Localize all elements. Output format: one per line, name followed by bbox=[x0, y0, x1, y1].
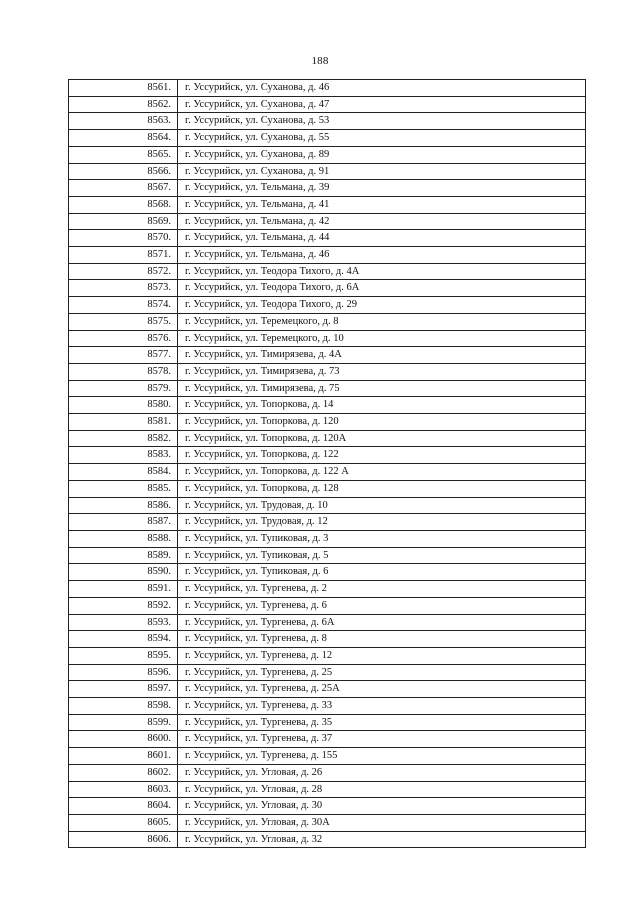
address-cell: г. Уссурийск, ул. Угловая, д. 28 bbox=[178, 781, 586, 798]
table-row bbox=[69, 464, 586, 481]
address-cell: г. Уссурийск, ул. Топоркова, д. 14 bbox=[178, 397, 586, 414]
table-row bbox=[69, 714, 586, 731]
table-row bbox=[69, 814, 586, 831]
address-cell: г. Уссурийск, ул. Тельмана, д. 42 bbox=[178, 213, 586, 230]
row-number-cell: 8581. bbox=[69, 414, 178, 431]
address-cell: г. Уссурийск, ул. Теодора Тихого, д. 4А bbox=[178, 263, 586, 280]
table-row bbox=[69, 681, 586, 698]
row-number-cell: 8584. bbox=[69, 464, 178, 481]
address-cell: г. Уссурийск, ул. Теремецкого, д. 8 bbox=[178, 313, 586, 330]
address-cell: г. Уссурийск, ул. Тургенева, д. 12 bbox=[178, 647, 586, 664]
table-row bbox=[69, 130, 586, 147]
row-number-cell: 8562. bbox=[69, 96, 178, 113]
address-cell: г. Уссурийск, ул. Угловая, д. 30А bbox=[178, 814, 586, 831]
row-number-cell: 8594. bbox=[69, 631, 178, 648]
address-cell: г. Уссурийск, ул. Теодора Тихого, д. 29 bbox=[178, 297, 586, 314]
address-cell: г. Уссурийск, ул. Суханова, д. 91 bbox=[178, 163, 586, 180]
row-number-cell: 8563. bbox=[69, 113, 178, 130]
row-number-cell: 8588. bbox=[69, 530, 178, 547]
address-cell: г. Уссурийск, ул. Тимирязева, д. 75 bbox=[178, 380, 586, 397]
row-number-cell: 8576. bbox=[69, 330, 178, 347]
address-cell: г. Уссурийск, ул. Тургенева, д. 33 bbox=[178, 698, 586, 715]
table-row bbox=[69, 631, 586, 648]
row-number-cell: 8578. bbox=[69, 363, 178, 380]
address-cell: г. Уссурийск, ул. Тургенева, д. 2 bbox=[178, 581, 586, 598]
address-cell: г. Уссурийск, ул. Трудовая, д. 12 bbox=[178, 514, 586, 531]
address-cell: г. Уссурийск, ул. Тургенева, д. 8 bbox=[178, 631, 586, 648]
address-cell: г. Уссурийск, ул. Топоркова, д. 120 bbox=[178, 414, 586, 431]
table-row bbox=[69, 80, 586, 97]
row-number-cell: 8574. bbox=[69, 297, 178, 314]
row-number-cell: 8579. bbox=[69, 380, 178, 397]
table-row bbox=[69, 764, 586, 781]
row-number-cell: 8561. bbox=[69, 80, 178, 97]
address-cell: г. Уссурийск, ул. Тургенева, д. 25 bbox=[178, 664, 586, 681]
address-cell: г. Уссурийск, ул. Теодора Тихого, д. 6А bbox=[178, 280, 586, 297]
table-row bbox=[69, 480, 586, 497]
table-row bbox=[69, 196, 586, 213]
table-row bbox=[69, 798, 586, 815]
row-number-cell: 8604. bbox=[69, 798, 178, 815]
address-cell: г. Уссурийск, ул. Суханова, д. 89 bbox=[178, 146, 586, 163]
table-row bbox=[69, 614, 586, 631]
row-number-cell: 8587. bbox=[69, 514, 178, 531]
address-cell: г. Уссурийск, ул. Тельмана, д. 41 bbox=[178, 196, 586, 213]
address-cell: г. Уссурийск, ул. Тупиковая, д. 3 bbox=[178, 530, 586, 547]
row-number-cell: 8585. bbox=[69, 480, 178, 497]
row-number-cell: 8568. bbox=[69, 196, 178, 213]
row-number-cell: 8603. bbox=[69, 781, 178, 798]
row-number-cell: 8595. bbox=[69, 647, 178, 664]
table-row bbox=[69, 230, 586, 247]
table-row bbox=[69, 113, 586, 130]
table-row bbox=[69, 213, 586, 230]
address-table-body bbox=[69, 80, 586, 848]
row-number-cell: 8572. bbox=[69, 263, 178, 280]
row-number-cell: 8564. bbox=[69, 130, 178, 147]
row-number-cell: 8589. bbox=[69, 547, 178, 564]
table-row bbox=[69, 731, 586, 748]
address-cell: г. Уссурийск, ул. Тельмана, д. 46 bbox=[178, 247, 586, 264]
row-number-cell: 8575. bbox=[69, 313, 178, 330]
address-cell: г. Уссурийск, ул. Топоркова, д. 122 bbox=[178, 447, 586, 464]
row-number-cell: 8583. bbox=[69, 447, 178, 464]
row-number-cell: 8586. bbox=[69, 497, 178, 514]
row-number-cell: 8592. bbox=[69, 597, 178, 614]
table-row bbox=[69, 297, 586, 314]
row-number-cell: 8590. bbox=[69, 564, 178, 581]
row-number-cell: 8566. bbox=[69, 163, 178, 180]
table-row bbox=[69, 414, 586, 431]
address-cell: г. Уссурийск, ул. Трудовая, д. 10 bbox=[178, 497, 586, 514]
row-number-cell: 8567. bbox=[69, 180, 178, 197]
table-row bbox=[69, 781, 586, 798]
address-cell: г. Уссурийск, ул. Тургенева, д. 37 bbox=[178, 731, 586, 748]
row-number-cell: 8582. bbox=[69, 430, 178, 447]
row-number-cell: 8593. bbox=[69, 614, 178, 631]
row-number-cell: 8596. bbox=[69, 664, 178, 681]
address-cell: г. Уссурийск, ул. Тургенева, д. 25А bbox=[178, 681, 586, 698]
table-row bbox=[69, 363, 586, 380]
table-row bbox=[69, 698, 586, 715]
row-number-cell: 8577. bbox=[69, 347, 178, 364]
row-number-cell: 8602. bbox=[69, 764, 178, 781]
row-number-cell: 8569. bbox=[69, 213, 178, 230]
table-row bbox=[69, 430, 586, 447]
row-number-cell: 8565. bbox=[69, 146, 178, 163]
table-row bbox=[69, 447, 586, 464]
address-cell: г. Уссурийск, ул. Тельмана, д. 39 bbox=[178, 180, 586, 197]
row-number-cell: 8601. bbox=[69, 748, 178, 765]
table-row bbox=[69, 397, 586, 414]
table-row bbox=[69, 530, 586, 547]
table-row bbox=[69, 664, 586, 681]
address-cell: г. Уссурийск, ул. Тимирязева, д. 4А bbox=[178, 347, 586, 364]
table-row bbox=[69, 581, 586, 598]
address-cell: г. Уссурийск, ул. Тимирязева, д. 73 bbox=[178, 363, 586, 380]
address-cell: г. Уссурийск, ул. Тупиковая, д. 6 bbox=[178, 564, 586, 581]
table-row bbox=[69, 748, 586, 765]
table-row bbox=[69, 146, 586, 163]
row-number-cell: 8600. bbox=[69, 731, 178, 748]
table-row bbox=[69, 280, 586, 297]
table-row bbox=[69, 313, 586, 330]
address-cell: г. Уссурийск, ул. Тургенева, д. 6 bbox=[178, 597, 586, 614]
address-cell: г. Уссурийск, ул. Теремецкого, д. 10 bbox=[178, 330, 586, 347]
table-row bbox=[69, 380, 586, 397]
table-row bbox=[69, 96, 586, 113]
address-cell: г. Уссурийск, ул. Топоркова, д. 128 bbox=[178, 480, 586, 497]
row-number-cell: 8571. bbox=[69, 247, 178, 264]
table-row bbox=[69, 597, 586, 614]
address-cell: г. Уссурийск, ул. Суханова, д. 55 bbox=[178, 130, 586, 147]
table-row bbox=[69, 347, 586, 364]
row-number-cell: 8573. bbox=[69, 280, 178, 297]
table-row bbox=[69, 647, 586, 664]
address-cell: г. Уссурийск, ул. Тургенева, д. 6А bbox=[178, 614, 586, 631]
address-cell: г. Уссурийск, ул. Тургенева, д. 35 bbox=[178, 714, 586, 731]
row-number-cell: 8599. bbox=[69, 714, 178, 731]
page-number: 188 bbox=[311, 55, 329, 67]
address-cell: г. Уссурийск, ул. Суханова, д. 46 bbox=[178, 80, 586, 97]
address-cell: г. Уссурийск, ул. Угловая, д. 30 bbox=[178, 798, 586, 815]
table-row bbox=[69, 547, 586, 564]
row-number-cell: 8591. bbox=[69, 581, 178, 598]
row-number-cell: 8605. bbox=[69, 814, 178, 831]
table-row bbox=[69, 330, 586, 347]
address-table bbox=[68, 79, 586, 848]
row-number-cell: 8598. bbox=[69, 698, 178, 715]
address-cell: г. Уссурийск, ул. Угловая, д. 26 bbox=[178, 764, 586, 781]
table-row bbox=[69, 163, 586, 180]
table-row bbox=[69, 180, 586, 197]
address-cell: г. Уссурийск, ул. Угловая, д. 32 bbox=[178, 831, 586, 848]
table-row bbox=[69, 564, 586, 581]
row-number-cell: 8580. bbox=[69, 397, 178, 414]
row-number-cell: 8606. bbox=[69, 831, 178, 848]
table-row bbox=[69, 831, 586, 848]
row-number-cell: 8570. bbox=[69, 230, 178, 247]
table-row bbox=[69, 514, 586, 531]
address-cell: г. Уссурийск, ул. Суханова, д. 47 bbox=[178, 96, 586, 113]
address-cell: г. Уссурийск, ул. Тургенева, д. 155 bbox=[178, 748, 586, 765]
row-number-cell: 8597. bbox=[69, 681, 178, 698]
address-cell: г. Уссурийск, ул. Тупиковая, д. 5 bbox=[178, 547, 586, 564]
table-row bbox=[69, 247, 586, 264]
address-cell: г. Уссурийск, ул. Топоркова, д. 120А bbox=[178, 430, 586, 447]
table-row bbox=[69, 263, 586, 280]
address-cell: г. Уссурийск, ул. Топоркова, д. 122 А bbox=[178, 464, 586, 481]
address-cell: г. Уссурийск, ул. Суханова, д. 53 bbox=[178, 113, 586, 130]
table-row bbox=[69, 497, 586, 514]
address-cell: г. Уссурийск, ул. Тельмана, д. 44 bbox=[178, 230, 586, 247]
